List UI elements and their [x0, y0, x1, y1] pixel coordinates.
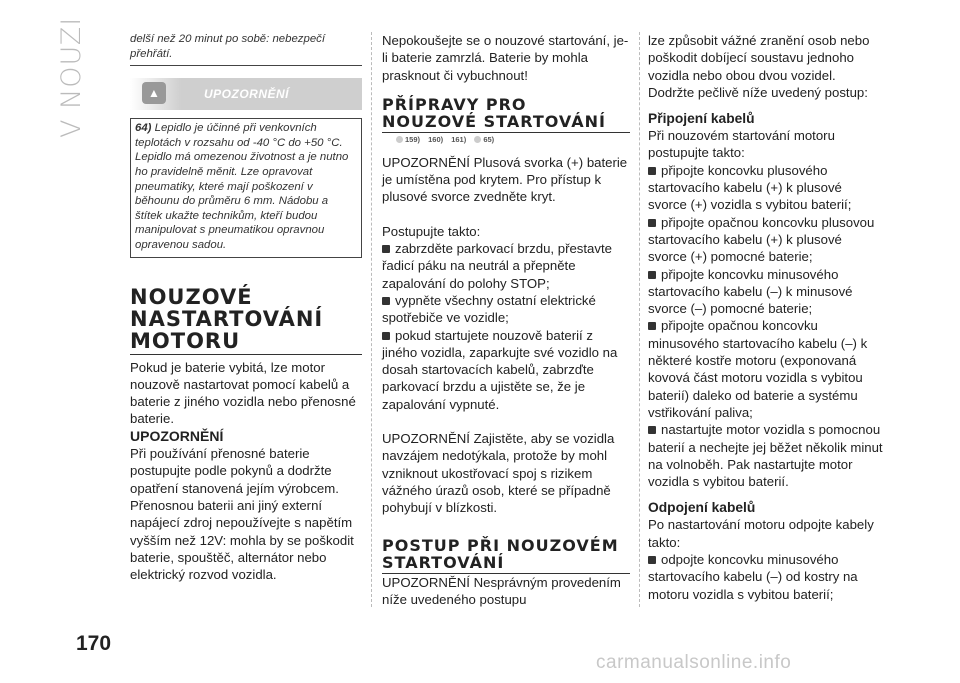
bullet-item: nastartujte motor vozidla s pomocnou baterií a nechejte jej běžet několik minut na volnoběh. Pak nastartujte motor vozidla s vybitou baterií.: [648, 422, 883, 490]
paragraph: Při nouzovém startování motoru postupujte takto:: [648, 128, 835, 161]
section-heading-postup: [382, 537, 630, 574]
column-1: [130, 32, 362, 583]
paragraph: UPOZORNĚNÍ Plusová svorka (+) baterie je umístěna pod krytem. Pro přístup k plusové svorce zvedněte kryt.: [382, 154, 628, 205]
bullet-item: připojte opačnou koncovku plusovou startovacího kabelu (+) k plusové svorce (+) pomocné baterie;: [648, 214, 875, 265]
subheading-odpojeni: Odpojení kabelů: [648, 500, 756, 516]
bullet-icon: [648, 556, 656, 564]
bullet-icon: [648, 426, 656, 434]
reference-item: 65): [474, 135, 494, 144]
reference-item: 161): [451, 134, 467, 144]
bullet-icon: [382, 297, 390, 305]
column-divider: [371, 32, 372, 607]
intro-italic-text: delší než 20 minut po sobě: nebezpečí přehřátí.: [130, 33, 326, 60]
bullet-icon: [382, 332, 390, 340]
warning-banner: [130, 78, 362, 110]
bullet-item: připojte koncovku minusového startovacího kabelu (–) k minusové svorce (–) pomocné baterie;: [648, 266, 853, 317]
pin-icon: [474, 136, 481, 143]
bullet-item: pokud startujete nouzově baterií z jiného vozidla, zaparkujte své vozidlo na dosah startovacích kabelů, zabrzďte parkovací brzdu a ujistěte se, že je zapalování vypnuté.: [382, 327, 618, 412]
column-2: [382, 32, 630, 608]
watermark: carmanualsonline.info: [596, 652, 792, 673]
bullet-item: vypněte všechny ostatní elektrické spotřebiče ve vozidle;: [382, 292, 596, 326]
warning-number: 64): [135, 122, 152, 135]
bullet-item: zabrzděte parkovací brzdu, přestavte řadicí páku na neutrál a přepněte zapalování do polohy STOP;: [382, 241, 612, 291]
warning-box: [130, 118, 362, 257]
pin-icon: [396, 136, 403, 143]
chapter-title-text: V NOUZI: [56, 16, 87, 138]
heading-line: PŘÍPRAVY PRO: [382, 94, 527, 114]
bullet-item: připojte koncovku plusového startovacího kabelu (+) k plusové svorce (+) vozidla s vybitou baterií;: [648, 162, 852, 213]
column-3: [648, 32, 884, 603]
reference-item: 159): [396, 135, 420, 144]
intro-box: [130, 32, 362, 66]
car-warning-icon: ▲: [142, 82, 166, 104]
bullet-icon: [648, 167, 656, 175]
heading-line: STARTOVÁNÍ: [382, 552, 505, 572]
section-heading-nouzove: [130, 286, 362, 355]
bullet-item: připojte opačnou koncovku minusového startovacího kabelu (–) k některé kostře motoru (exponovaná kovová část motoru vozidla s vybitou baterií) daleko od baterie a systému vstřikování paliva;: [648, 318, 868, 420]
column-divider: [639, 32, 640, 607]
warning-label: UPOZORNĚNÍ: [204, 87, 290, 102]
heading-line: NOUZOVÉ: [130, 284, 253, 309]
reference-list: [396, 135, 630, 144]
heading-line: NASTARTOVÁNÍ: [130, 306, 324, 331]
heading-line: POSTUP PŘI NOUZOVÉM: [382, 535, 619, 555]
chapter-side-title: [56, 16, 116, 178]
bullet-icon: [648, 271, 656, 279]
subheading-pripojeni: Připojení kabelů: [648, 111, 755, 127]
bullet-icon: [648, 219, 656, 227]
heading-line: NOUZOVÉ STARTOVÁNÍ: [382, 111, 606, 131]
paragraph: Postupujte takto:: [382, 223, 481, 239]
paragraph: UPOZORNĚNÍ Nesprávným provedením níže uvedeného postupu: [382, 574, 621, 607]
paragraph: Po nastartování motoru odpojte kabely takto:: [648, 517, 874, 550]
warning-text: Lepidlo je účinné při venkovních teplotách v rozsahu od -40 °C do +50 °C. Lepidlo má omezenou životnost a je nutno ho pravidelně měnit. Lze opravovat pneumatiky, které mají poškození v běhounu do průměru 6 mm. Nádobu a štítek ukažte technikům, kteří budou manipulovat s pneumatikou opravnou opravenou sadou.: [135, 122, 349, 251]
bullet-item: odpojte koncovku minusového startovacího kabelu (–) od kostry na motoru vozidla s vybitou baterií;: [648, 552, 858, 602]
reference-item: 160): [428, 134, 444, 144]
page-number: 170: [76, 632, 112, 655]
paragraph: Nepokoušejte se o nouzové startování, je-li baterie zamrzlá. Baterie by mohla prasknout či vybuchnout!: [382, 33, 629, 83]
section-heading-pripravy: [382, 96, 630, 133]
bullet-icon: [382, 245, 390, 253]
bullet-icon: [648, 322, 656, 330]
heading-line: MOTORU: [130, 328, 241, 353]
paragraph: Pokud je baterie vybitá, lze motor nouzově nastartovat pomocí kabelů a baterie z jiného vozidla nebo přenosné baterie.: [130, 359, 356, 427]
paragraph: lze způsobit vážné zranění osob nebo poškodit dobíjecí soustavu jednoho vozidla nebo obou dvou vozidel. Dodržte pečlivě níže uvedený postup:: [648, 33, 870, 100]
paragraph: UPOZORNĚNÍ Zajistěte, aby se vozidla navzájem nedotýkala, protože by mohl vzniknout ukostřovací spoj s rizikem vážného úrazů osob, které se případně pohybují v blízkosti.: [382, 431, 615, 516]
paragraph: Při používání přenosné baterie postupujte podle pokynů a dodržte opatření stanovená jejím výrobcem. Přenosnou baterii ani jiný externí napájecí zdroj nepoužívejte s napětím vyšším než 12V: mohla by se poškodit baterie, spouštěč, alternátor nebo elektrický rozvod vozidla.: [130, 446, 354, 583]
notice-label: UPOZORNĚNÍ: [130, 427, 224, 444]
